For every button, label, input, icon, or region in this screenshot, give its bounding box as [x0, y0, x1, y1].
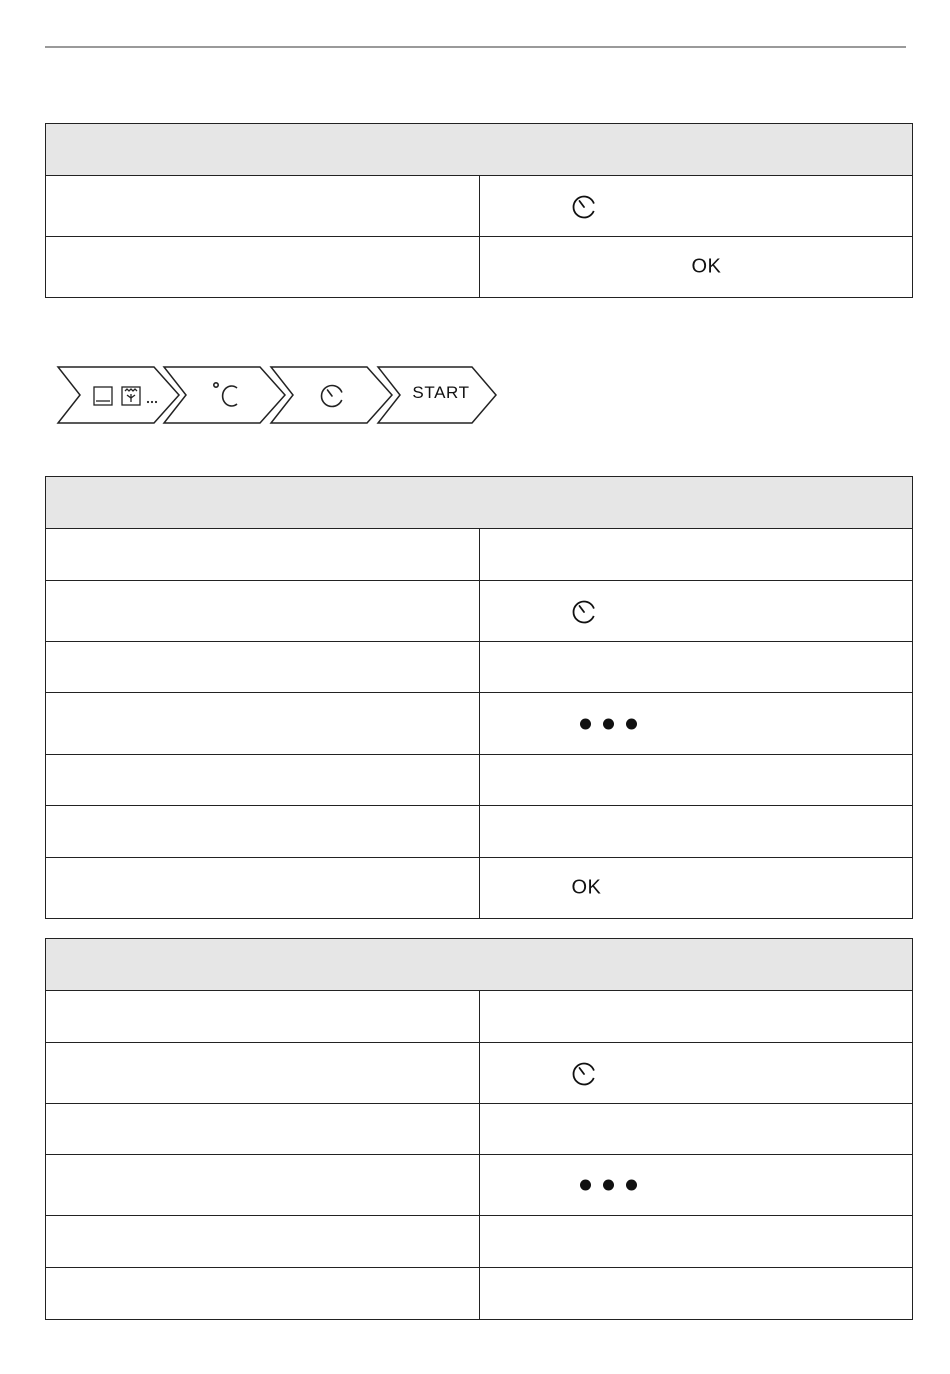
timer-icon — [322, 386, 343, 407]
grill-fan-icon — [122, 387, 140, 405]
step-number — [46, 1155, 480, 1216]
step-text — [479, 858, 913, 919]
step-text — [479, 1216, 913, 1268]
header-rule — [45, 46, 906, 48]
timer-icon — [570, 1059, 598, 1087]
step-text — [479, 642, 913, 693]
step-text — [479, 1043, 913, 1104]
steps-table-1 — [45, 123, 913, 298]
step-text — [479, 176, 913, 237]
oven-function-icon — [94, 387, 112, 405]
step-number — [46, 755, 480, 806]
step-number — [46, 237, 480, 298]
table-row — [46, 1043, 913, 1104]
step-text — [479, 1268, 913, 1320]
timer-icon — [570, 597, 598, 625]
step-text — [479, 529, 913, 581]
table-row — [46, 1268, 913, 1320]
table-row — [46, 642, 913, 693]
table-header — [46, 124, 913, 176]
step-number — [46, 581, 480, 642]
table-row — [46, 176, 913, 237]
step-text — [479, 581, 913, 642]
steps-table-2 — [45, 476, 913, 919]
flow-step-function — [58, 367, 179, 423]
step-text — [479, 755, 913, 806]
step-text — [479, 1104, 913, 1155]
steps-table-3 — [45, 938, 913, 1320]
table-row — [46, 991, 913, 1043]
step-number — [46, 176, 480, 237]
table-row — [46, 581, 913, 642]
step-number — [46, 693, 480, 755]
step-number — [46, 858, 480, 919]
celsius-icon — [214, 383, 237, 406]
step-number — [46, 1268, 480, 1320]
table-row — [46, 1216, 913, 1268]
dots-icon — [580, 1180, 637, 1191]
start-label: START — [412, 383, 470, 402]
table-row — [46, 755, 913, 806]
table-header — [46, 939, 913, 991]
ok-label: OK — [691, 255, 722, 278]
table-header — [46, 477, 913, 529]
table-row — [46, 693, 913, 755]
dots-icon — [580, 718, 637, 729]
ok-label: OK — [571, 876, 602, 899]
step-number — [46, 1216, 480, 1268]
step-text — [479, 693, 913, 755]
timer-icon — [570, 192, 598, 220]
table-row — [46, 806, 913, 858]
step-text — [479, 806, 913, 858]
table-row — [46, 858, 913, 919]
step-number — [46, 529, 480, 581]
table-row — [46, 1104, 913, 1155]
step-number — [46, 991, 480, 1043]
table-row — [46, 1155, 913, 1216]
step-number — [46, 1104, 480, 1155]
table-row — [46, 529, 913, 581]
step-number — [46, 642, 480, 693]
flow-step-temperature — [164, 367, 285, 423]
table-row — [46, 237, 913, 298]
step-number — [46, 1043, 480, 1104]
step-text — [479, 237, 913, 298]
step-text — [479, 1155, 913, 1216]
step-text — [479, 991, 913, 1043]
ellipsis-icon — [147, 401, 157, 403]
step-number — [46, 806, 480, 858]
